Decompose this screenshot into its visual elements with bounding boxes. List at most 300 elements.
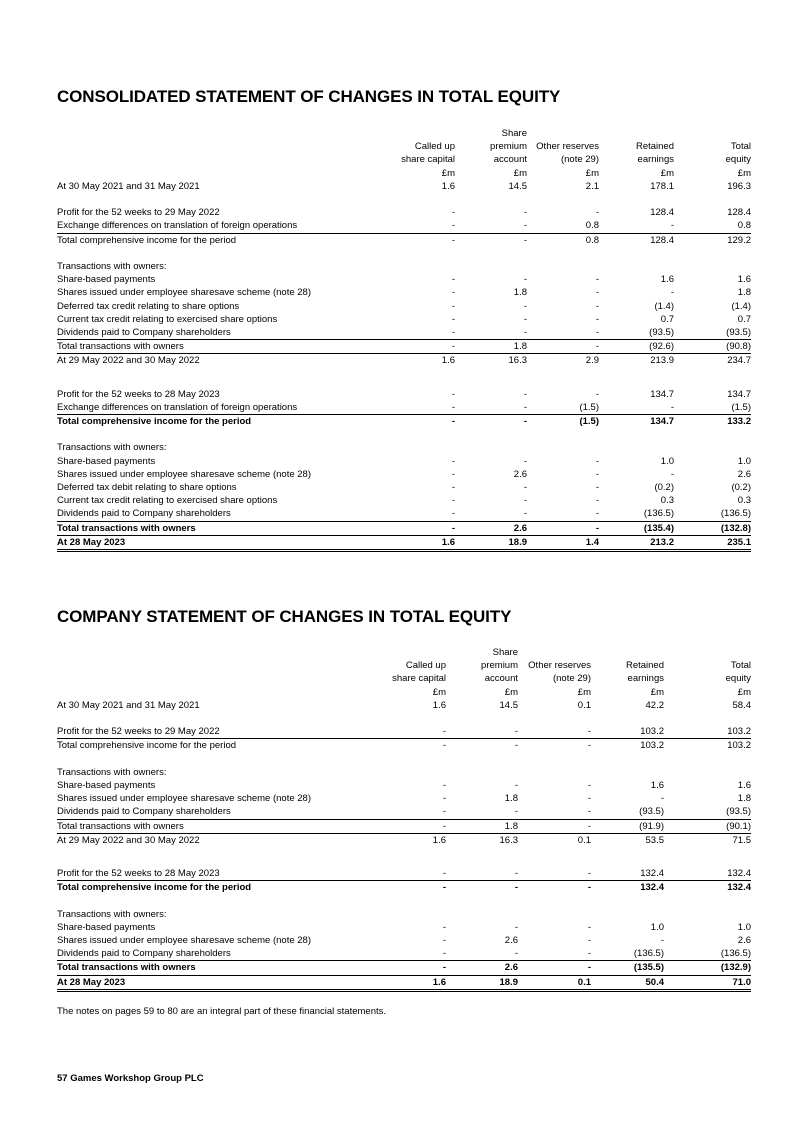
table-cell: At 28 May 2023 [57,535,367,550]
table-cell: 1.0 [737,921,751,933]
table-cell: - [357,947,446,961]
table-cell: premium [481,660,518,672]
table-cell: - [523,388,527,400]
table-cell [591,766,664,779]
table-cell: 1.8 [737,793,751,805]
table-cell: - [523,482,527,494]
consolidated-equity-table [57,127,751,552]
table-row [57,300,751,313]
table-cell: (132.9) [664,961,751,975]
table-cell: Total [730,141,751,153]
table-cell: 0.1 [518,975,591,990]
table-cell: £m [737,686,751,698]
table-cell [57,712,751,725]
table-cell: (92.6) [599,340,674,354]
table-cell: - [451,416,455,428]
table-cell [664,908,751,921]
table-cell: (1.4) [654,300,674,312]
table-cell: Called up [414,141,455,153]
table-row [57,699,751,712]
table-row [57,441,751,454]
table-cell: 16.3 [499,834,518,846]
table-spacer-row [57,712,751,725]
table-cell: 2.1 [585,180,599,192]
table-cell: 42.2 [645,699,664,711]
table-cell [591,908,664,921]
table-cell [57,894,751,907]
table-cell: - [446,805,518,819]
table-cell: 2.6 [455,521,527,535]
table-row [57,415,751,429]
table-cell: 213.2 [599,535,674,550]
table-cell: - [595,287,599,299]
table-cell: - [670,287,674,299]
table-cell: earnings [627,673,664,685]
table-row [57,725,751,739]
table-cell: - [595,313,599,325]
table-cell: - [587,740,591,752]
table-cell [591,646,664,659]
table-cell: - [451,287,455,299]
table-cell: Shares issued under employee sharesave scheme (note 28) [57,468,312,480]
table-cell: 53.5 [645,834,664,846]
table-cell [674,260,751,273]
table-cell: £m [513,167,527,179]
table-cell: 1.6 [432,699,446,711]
table-cell: - [523,313,527,325]
table-cell: 2.6 [513,468,527,480]
table-cell: 1.6 [660,274,674,286]
table-cell: - [357,819,446,833]
table-cell: Total comprehensive income for the period [57,882,252,894]
table-cell [674,127,751,140]
table-cell [599,127,674,140]
table-cell: Share [501,128,527,139]
table-cell: 128.4 [727,207,751,219]
table-cell: - [357,867,446,881]
table-cell: £m [441,167,455,179]
table-row [57,792,751,805]
table-cell: 103.2 [727,740,751,752]
table-cell: 2.6 [737,935,751,947]
table-cell: (1.5) [579,416,599,428]
table-row [57,921,751,934]
header-row [57,140,751,153]
table-cell: - [514,921,518,933]
table-cell: - [455,219,527,233]
table-cell: Current tax credit relating to exercised share options [57,313,278,325]
table-cell: (1.5) [674,401,751,415]
table-cell: 234.7 [727,355,751,367]
table-cell: 1.8 [455,340,527,354]
table-cell: 213.9 [650,355,674,367]
table-cell: - [442,882,446,894]
table-row [57,354,751,368]
table-cell: Dividends paid to Company shareholders [57,947,357,961]
company-equity-table [57,646,751,992]
table-cell: 132.4 [727,882,751,894]
table-cell: 1.4 [527,535,599,550]
table-cell: Transactions with owners: [57,261,167,272]
table-cell: (93.5) [591,805,664,819]
table-cell: 2.9 [585,355,599,367]
table-cell [57,428,751,441]
table-cell: 1.6 [650,780,664,791]
table-cell: 1.8 [513,287,527,299]
table-cell: - [367,507,455,521]
table-cell: (135.4) [599,521,674,535]
table-cell: - [442,921,446,933]
table-cell: - [518,805,591,819]
table-cell: (93.5) [664,805,751,819]
table-cell: - [587,921,591,933]
table-cell: Profit for the 52 weeks to 28 May 2023 [57,388,220,400]
table-row [57,833,751,847]
table-row [57,947,751,961]
table-row [57,286,751,299]
table-cell: 1.6 [432,834,446,846]
table-cell: 0.8 [674,219,751,233]
table-cell [674,441,751,454]
table-cell [357,766,446,779]
table-cell: 128.4 [650,234,674,246]
table-row [57,455,751,468]
table-cell: - [442,935,446,947]
table-cell: 134.7 [727,388,751,400]
page-footer: 57 Games Workshop Group PLC [57,1073,204,1084]
table-cell: £m [660,167,674,179]
table-cell: 18.9 [446,975,518,990]
table-cell [57,140,367,153]
table-cell: 0.8 [527,219,599,233]
table-cell: 1.6 [737,780,751,791]
table-cell: - [595,468,599,480]
table-row [57,494,751,507]
table-cell: - [451,482,455,494]
table-cell: Profit for the 52 weeks to 29 May 2022 [57,207,220,219]
table-cell: - [518,961,591,975]
table-cell: - [367,401,455,415]
table-cell [57,659,357,672]
table-cell: 1.8 [504,793,518,805]
table-cell [57,193,751,206]
table-cell: 1.0 [737,455,751,467]
table-cell: - [599,401,674,415]
table-cell: Exchange differences on translation of foreign operations [57,219,367,233]
header-row [57,153,751,166]
table-row [57,340,751,354]
table-cell: Retained [625,660,664,672]
table-cell: - [587,882,591,894]
table-cell: 1.6 [441,180,455,192]
table-row [57,326,751,340]
table-cell: Total comprehensive income for the period [57,416,252,428]
table-row [57,206,751,219]
table-cell: - [446,947,518,961]
table-cell: £m [650,686,664,698]
table-cell: Dividends paid to Company shareholders [57,507,367,521]
table-row [57,819,751,833]
table-cell: - [523,495,527,507]
table-cell [527,441,599,454]
table-cell [357,646,446,659]
table-cell: 1.8 [446,819,518,833]
table-cell [518,766,591,779]
table-cell: 129.2 [727,234,751,246]
table-cell: Share-based payments [57,455,156,467]
table-cell: - [527,326,599,340]
table-cell: (0.2) [731,482,751,494]
table-cell: 14.5 [499,699,518,711]
table-cell: 132.4 [664,867,751,881]
table-cell: - [442,740,446,752]
table-cell: £m [577,686,591,698]
table-cell: - [523,234,527,246]
table-spacer-row [57,368,751,388]
table-cell [455,260,527,273]
table-cell: equity [725,154,751,166]
table-cell [57,847,751,867]
table-row [57,881,751,895]
table-cell: Other reserves [536,141,599,153]
table-row [57,908,751,921]
table-cell: - [455,507,527,521]
table-cell: 58.4 [732,699,751,711]
table-spacer-row [57,428,751,441]
table-cell: - [367,219,455,233]
table-cell [367,441,455,454]
table-spacer-row [57,894,751,907]
table-cell: - [587,793,591,805]
table-cell: - [595,482,599,494]
table-spacer-row [57,753,751,766]
header-row [57,127,751,140]
table-cell: - [595,455,599,467]
table-cell: - [670,468,674,480]
table-cell: - [451,300,455,312]
table-row [57,260,751,273]
table-spacer-row [57,193,751,206]
table-cell: - [523,416,527,428]
consolidated-title: CONSOLIDATED STATEMENT OF CHANGES IN TOTAL EQUITY [57,87,561,106]
table-row [57,401,751,415]
table-row [57,507,751,521]
table-cell: - [587,780,591,791]
table-cell: Total comprehensive income for the period [57,740,237,752]
table-cell: - [451,274,455,286]
table-cell: 178.1 [650,180,674,192]
table-cell: - [518,947,591,961]
table-cell: - [527,340,599,354]
table-cell: - [451,468,455,480]
table-cell: - [367,521,455,535]
table-cell: - [446,725,518,739]
table-cell: 132.4 [591,867,664,881]
table-cell: 0.7 [660,313,674,325]
table-cell: 235.1 [674,535,751,550]
table-row [57,388,751,401]
table-cell: Deferred tax credit relating to share options [57,300,240,312]
table-cell: Total [730,660,751,672]
table-cell: £m [432,686,446,698]
table-cell: 1.0 [650,921,664,933]
table-cell: - [518,867,591,881]
table-row [57,313,751,326]
table-cell: - [455,401,527,415]
table-cell: - [595,300,599,312]
table-cell [57,368,751,388]
table-cell: 103.2 [640,740,664,752]
table-cell: 50.4 [591,975,664,990]
table-cell [455,441,527,454]
table-cell: At 28 May 2023 [57,975,357,990]
table-cell: 18.9 [455,535,527,550]
table-cell: (136.5) [664,947,751,961]
table-cell: Current tax credit relating to exercised share options [57,495,278,507]
table-row [57,779,751,792]
table-cell [527,260,599,273]
table-cell: 1.6 [441,355,455,367]
table-cell [446,766,518,779]
table-cell [57,686,357,699]
table-cell: - [595,495,599,507]
table-cell: (note 29) [560,154,599,166]
table-cell: - [518,819,591,833]
table-cell: 16.3 [508,355,527,367]
table-cell: Shares issued under employee sharesave scheme (note 28) [57,287,312,299]
table-row [57,934,751,947]
table-cell [57,753,751,766]
table-cell: 132.4 [640,882,664,894]
table-cell: - [595,207,599,219]
table-cell: Deferred tax debit relating to share options [57,482,237,494]
table-cell: Dividends paid to Company shareholders [57,805,357,819]
table-cell: Total transactions with owners [57,819,357,833]
table-cell: premium [490,141,527,153]
table-cell: earnings [637,154,674,166]
table-cell: - [451,313,455,325]
table-cell [57,127,367,140]
table-cell: Profit for the 52 weeks to 28 May 2023 [57,867,357,881]
table-cell: 134.7 [650,416,674,428]
table-cell: - [357,725,446,739]
table-cell: Dividends paid to Company shareholders [57,326,367,340]
table-cell: Other reserves [528,660,591,672]
table-cell: - [523,300,527,312]
table-cell: 1.6 [357,975,446,990]
table-cell: (135.5) [591,961,664,975]
table-cell [518,646,591,659]
table-cell: Total transactions with owners [57,340,367,354]
table-cell: (136.5) [674,507,751,521]
table-cell: 0.8 [585,234,599,246]
table-cell: Share-based payments [57,780,156,791]
table-cell: account [493,154,527,166]
table-cell: 14.5 [508,180,527,192]
table-cell: - [599,219,674,233]
table-cell: (136.5) [591,947,664,961]
table-cell: Total comprehensive income for the period [57,234,237,246]
table-cell [599,441,674,454]
table-cell: 0.3 [660,495,674,507]
table-row [57,805,751,819]
table-cell: - [451,234,455,246]
table-cell: Shares issued under employee sharesave scheme (note 28) [57,935,312,947]
header-row [57,646,751,659]
table-cell: - [455,326,527,340]
table-cell: 1.6 [367,535,455,550]
table-cell: Transactions with owners: [57,908,167,920]
table-cell: (91.9) [591,819,664,833]
table-cell: - [514,882,518,894]
table-cell: - [660,935,664,947]
table-row [57,961,751,975]
table-cell: - [595,274,599,286]
table-cell: Transactions with owners: [57,766,167,778]
table-cell: (1.5) [527,401,599,415]
table-cell: (note 29) [552,673,591,685]
table-cell: (93.5) [599,326,674,340]
table-cell: share capital [401,154,455,166]
table-cell: (136.5) [599,507,674,521]
table-cell: - [514,740,518,752]
company-title: COMPANY STATEMENT OF CHANGES IN TOTAL EQUITY [57,607,512,626]
table-cell: 128.4 [650,207,674,219]
table-cell [527,127,599,140]
table-cell: At 29 May 2022 and 30 May 2022 [57,355,200,367]
table-cell: (90.1) [664,819,751,833]
table-cell: - [514,780,518,791]
table-row [57,273,751,286]
table-row [57,468,751,481]
table-cell [57,153,367,166]
table-cell: 0.7 [737,313,751,325]
table-cell: 2.6 [737,468,751,480]
table-cell: Called up [405,660,446,672]
table-row [57,180,751,193]
table-row [57,766,751,779]
table-cell: - [357,961,446,975]
table-cell: 2.6 [504,935,518,947]
table-cell: (0.2) [654,482,674,494]
table-cell: 71.0 [664,975,751,990]
table-cell: - [451,207,455,219]
table-cell: At 30 May 2021 and 31 May 2021 [57,699,200,711]
table-row [57,521,751,535]
table-cell: £m [504,686,518,698]
table-cell: - [451,388,455,400]
table-cell: 133.2 [727,416,751,428]
table-cell: 134.7 [650,388,674,400]
table-cell: - [451,495,455,507]
table-cell: Shares issued under employee sharesave scheme (note 28) [57,793,312,805]
header-row [57,659,751,672]
table-cell: - [357,805,446,819]
table-cell: At 30 May 2021 and 31 May 2021 [57,180,200,192]
table-cell: - [660,793,664,805]
table-cell [57,672,357,685]
table-cell: Transactions with owners: [57,442,167,454]
table-cell: - [518,725,591,739]
table-cell: 0.3 [737,495,751,507]
table-cell [367,127,455,140]
table-row [57,535,751,550]
table-cell: 2.6 [446,961,518,975]
table-cell [664,766,751,779]
table-cell: - [523,207,527,219]
table-cell: Total transactions with owners [57,521,367,535]
table-cell: £m [585,167,599,179]
